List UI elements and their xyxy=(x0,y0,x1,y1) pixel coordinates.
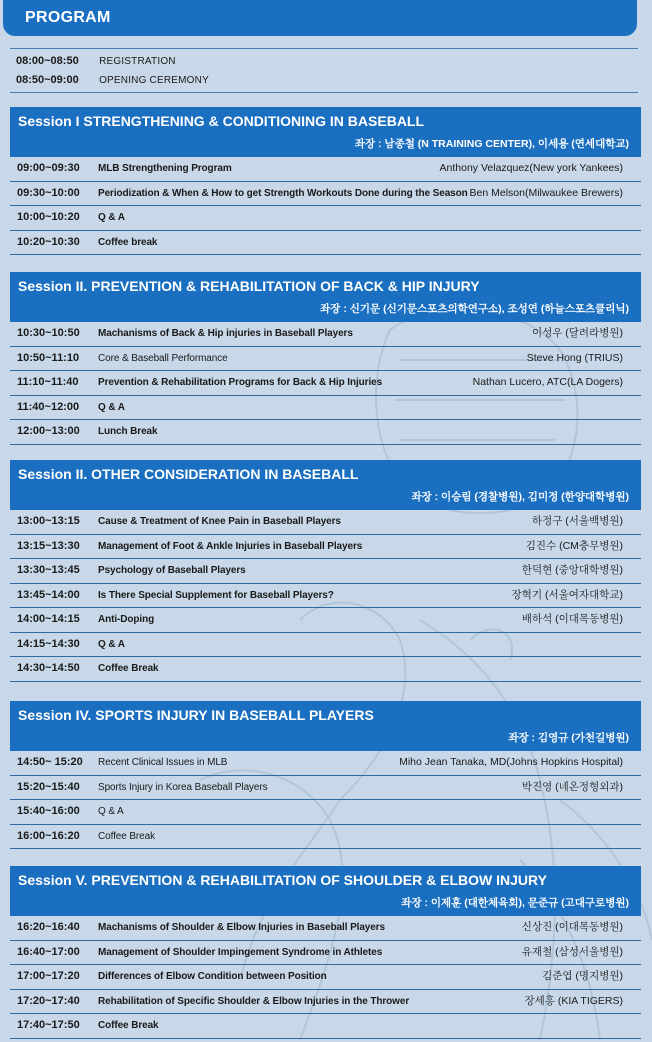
table-row xyxy=(10,510,641,535)
session-4 xyxy=(10,701,641,849)
row-time: 09:00~09:30 xyxy=(17,162,80,174)
table-row xyxy=(10,608,641,633)
row-time: 16:20~16:40 xyxy=(17,921,80,933)
row-time: 14:15~14:30 xyxy=(17,637,80,650)
row-time: 14:30~14:50 xyxy=(17,662,80,674)
row-speaker: Anthony Velazquez(New york Yankees) xyxy=(439,162,623,174)
table-row xyxy=(10,751,641,776)
table-row xyxy=(10,371,641,396)
row-time: 11:10~11:40 xyxy=(17,376,79,388)
program-header xyxy=(3,0,637,36)
table-row xyxy=(10,633,641,658)
table-row xyxy=(10,776,641,801)
table-row xyxy=(10,322,641,347)
table-row xyxy=(10,657,641,682)
row-time: 10:20~10:30 xyxy=(17,235,80,248)
row-title: Is There Special Supplement for Baseball Players? xyxy=(98,589,334,601)
row-title: Q & A xyxy=(98,401,125,413)
session-title: Session II. PREVENTION & REHABILITATION OF BACK & HIP INJURY xyxy=(18,278,480,294)
row-title: Core & Baseball Performance xyxy=(98,352,228,364)
row-title: Differences of Elbow Condition between Position xyxy=(98,971,327,982)
row-time: 09:30~10:00 xyxy=(17,186,80,199)
row-title: Psychology of Baseball Players xyxy=(98,565,246,576)
row-title: Coffee break xyxy=(98,236,158,248)
table-row xyxy=(10,916,641,941)
row-title: Sports Injury in Korea Baseball Players xyxy=(98,781,268,793)
row-speaker: 한덕현 (중앙대학병원) xyxy=(521,564,623,576)
row-speaker: Nathan Lucero, ATC(LA Dogers) xyxy=(472,376,623,388)
row-title: Lunch Break xyxy=(98,426,158,437)
session-header xyxy=(10,107,641,157)
session-3 xyxy=(10,460,641,682)
session-chairs: 좌장 : 이제훈 (대한체육회), 문준규 (고대구로병원) xyxy=(401,897,629,909)
row-speaker: 박진영 (네온정형외과) xyxy=(521,780,623,793)
page-title: PROGRAM xyxy=(25,9,111,26)
row-time: 13:15~13:30 xyxy=(17,539,80,552)
row-title: Machanisms of Back & Hip injuries in Baseball Players xyxy=(98,328,353,339)
row-speaker: 신상진 (이대목동병원) xyxy=(521,921,623,933)
table-row xyxy=(10,559,641,584)
row-title: Anti-Doping xyxy=(98,614,155,625)
row-title: Cause & Treatment of Knee Pain in Baseball Players xyxy=(98,516,341,527)
item-label: OPENING CEREMONY xyxy=(99,75,209,86)
table-row xyxy=(10,584,641,609)
row-time: 13:45~14:00 xyxy=(17,588,80,601)
session-chairs: 좌장 : 김영규 (가천길병원) xyxy=(508,732,629,744)
row-title: MLB Strengthening Program xyxy=(98,163,232,174)
session-1 xyxy=(10,107,641,255)
row-speaker: 김진수 (CM충무병원) xyxy=(525,539,623,552)
session-5 xyxy=(10,866,641,1039)
item-time: 08:50~09:00 xyxy=(16,74,79,86)
row-speaker: Miho Jean Tanaka, MD(Johns Hopkins Hospital) xyxy=(399,756,623,768)
row-time: 16:40~17:00 xyxy=(17,945,80,958)
row-time: 10:00~10:20 xyxy=(17,211,80,223)
row-title: Periodization & When & How to get Strength Workouts Done during the Season xyxy=(98,187,468,199)
table-row xyxy=(10,990,641,1015)
row-title: Q & A xyxy=(98,212,125,223)
session-2 xyxy=(10,272,641,445)
row-speaker: 하정구 (서울백병원) xyxy=(531,515,623,527)
table-row xyxy=(10,535,641,560)
row-speaker: Ben Melson(Milwaukee Brewers) xyxy=(469,186,623,199)
table-row xyxy=(10,157,641,182)
row-speaker: 배하석 (이대목동병원) xyxy=(521,613,623,625)
table-row xyxy=(10,1014,641,1039)
row-time: 15:20~15:40 xyxy=(17,780,80,793)
item-time: 08:00~08:50 xyxy=(16,55,79,67)
row-title: Q & A xyxy=(98,638,125,650)
row-time: 12:00~13:00 xyxy=(17,425,80,437)
row-time: 13:30~13:45 xyxy=(17,564,80,576)
row-title: Management of Foot & Ankle Injuries in Baseball Players xyxy=(98,540,363,552)
row-speaker: 유재철 (삼성서울병원) xyxy=(521,945,623,958)
row-time: 16:00~16:20 xyxy=(17,829,80,842)
row-title: Coffee Break xyxy=(98,1020,159,1031)
row-time: 10:30~10:50 xyxy=(17,327,80,339)
row-time: 11:40~12:00 xyxy=(17,400,80,413)
session-chairs: 좌장 : 남종철 (N TRAINING CENTER), 이세용 (연세대학교) xyxy=(354,138,629,150)
row-time: 17:40~17:50 xyxy=(17,1019,80,1031)
divider xyxy=(10,48,638,49)
table-row xyxy=(10,941,641,966)
session-header xyxy=(10,866,641,916)
row-speaker: 장혁기 (서울여자대학교) xyxy=(511,588,623,601)
table-row xyxy=(10,420,641,445)
list-item xyxy=(16,72,209,88)
table-row xyxy=(10,182,641,207)
row-time: 15:40~16:00 xyxy=(17,805,80,817)
table-row xyxy=(10,396,641,421)
row-title: Prevention & Rehabilitation Programs for Back & Hip Injuries xyxy=(98,377,383,388)
session-header xyxy=(10,272,641,322)
row-title: Recent Clinical Issues in MLB xyxy=(98,757,228,768)
session-title: Session V. PREVENTION & REHABILITATION OF SHOULDER & ELBOW INJURY xyxy=(18,872,547,888)
table-row xyxy=(10,231,641,256)
row-speaker: Steve Hong (TRIUS) xyxy=(526,351,623,364)
table-row xyxy=(10,825,641,850)
session-title: Session I STRENGTHENING & CONDITIONING IN BASEBALL xyxy=(18,113,425,129)
session-header xyxy=(10,701,641,751)
row-time: 14:50~ 15:20 xyxy=(17,756,83,768)
session-title: Session II. OTHER CONSIDERATION IN BASEBALL xyxy=(18,466,359,482)
row-title: Coffee Break xyxy=(98,830,155,842)
table-row xyxy=(10,800,641,825)
row-title: Management of Shoulder Impingement Syndrome in Athletes xyxy=(98,946,383,958)
row-speaker: 장세홍 (KIA TIGERS) xyxy=(524,994,623,1007)
session-header xyxy=(10,460,641,510)
row-time: 13:00~13:15 xyxy=(17,515,80,527)
session-chairs: 좌장 : 신기문 (신기문스포츠의학연구소), 조성연 (하늘스포츠클리닉) xyxy=(320,303,629,315)
session-title: Session IV. SPORTS INJURY IN BASEBALL PLAYERS xyxy=(18,707,374,723)
divider xyxy=(10,92,638,93)
row-time: 17:00~17:20 xyxy=(17,970,80,982)
row-title: Q & A xyxy=(98,806,124,817)
row-time: 14:00~14:15 xyxy=(17,613,80,625)
table-row xyxy=(10,965,641,990)
item-label: REGISTRATION xyxy=(99,56,176,67)
row-title: Coffee Break xyxy=(98,663,159,674)
row-time: 17:20~17:40 xyxy=(17,994,80,1007)
table-row xyxy=(10,206,641,231)
session-chairs: 좌장 : 이승림 (경찰병원), 김미정 (한양대학병원) xyxy=(411,491,629,503)
row-title: Rehabilitation of Specific Shoulder & Elbow Injuries in the Thrower xyxy=(98,995,410,1007)
row-speaker: 김준엽 (명지병원) xyxy=(542,970,623,982)
row-time: 10:50~11:10 xyxy=(17,351,80,364)
table-row xyxy=(10,347,641,372)
list-item xyxy=(16,53,176,69)
row-title: Machanisms of Shoulder & Elbow Injuries in Baseball Players xyxy=(98,922,385,933)
row-speaker: 이성우 (달려라병원) xyxy=(531,327,623,339)
